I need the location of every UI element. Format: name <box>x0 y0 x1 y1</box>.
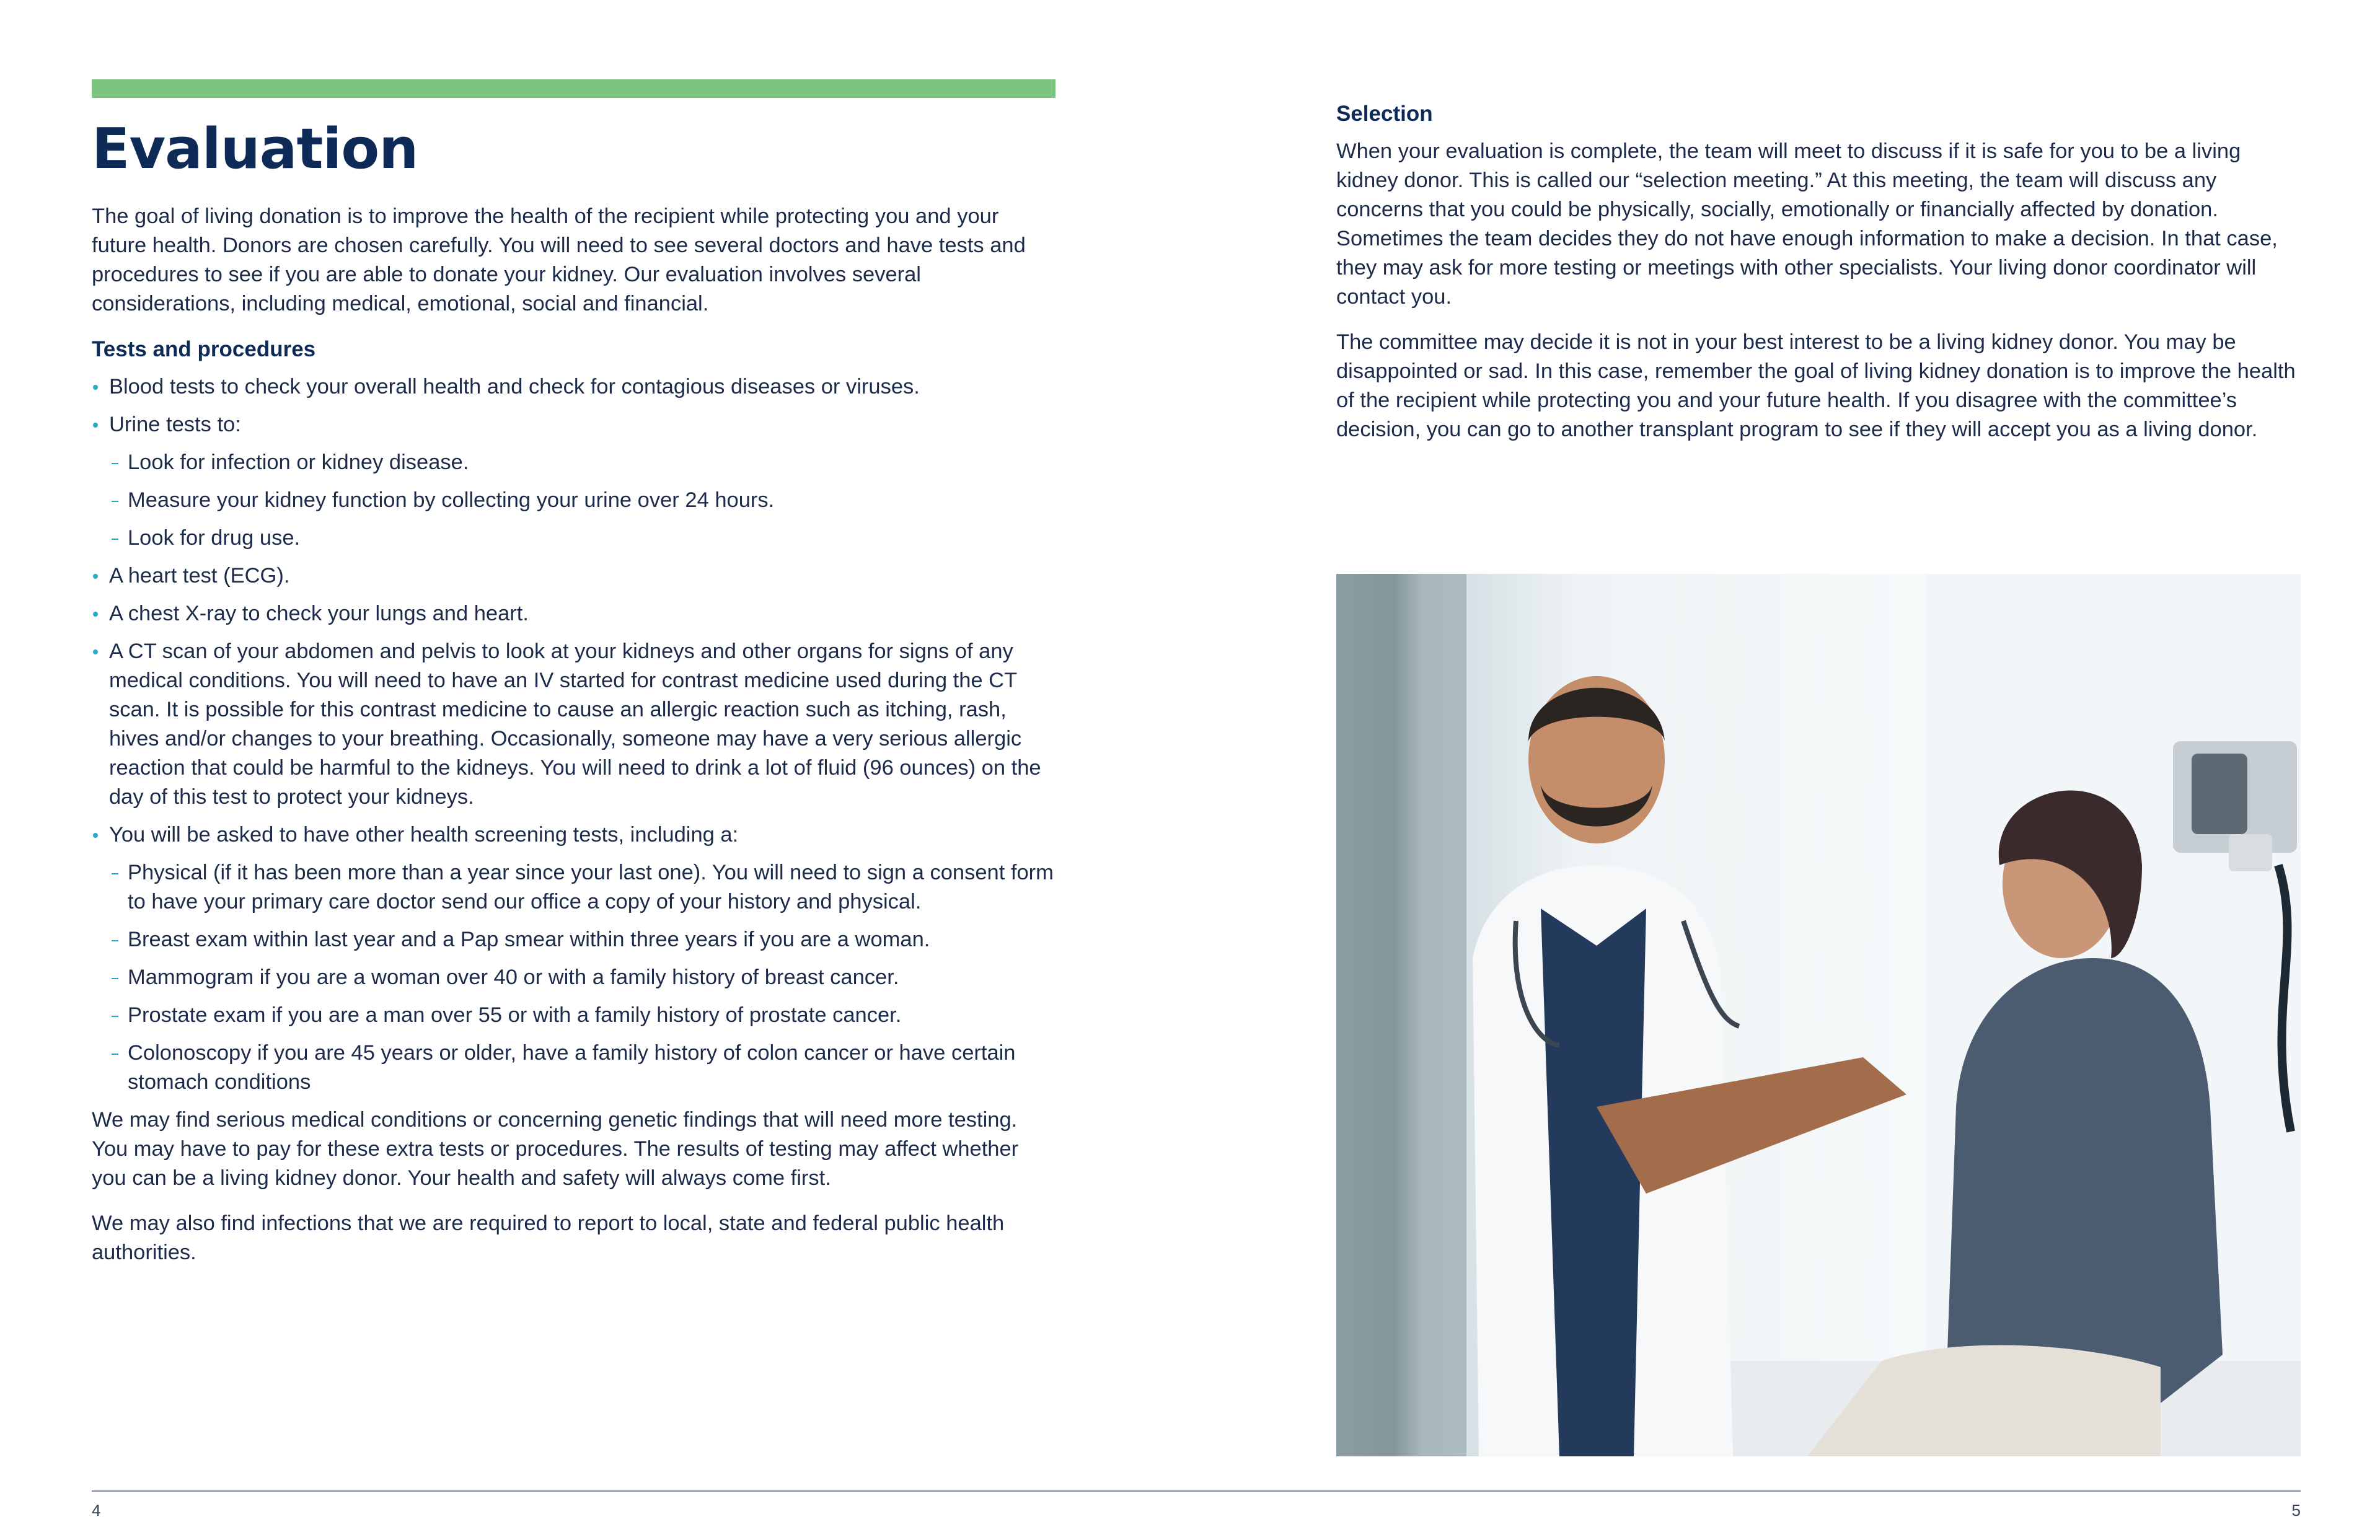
list-item <box>92 561 1059 591</box>
page-title: Evaluation <box>92 117 418 182</box>
sub-list-item: Mammogram if you are a woman over 40 or with a family history of breast cancer. <box>109 963 1059 992</box>
sub-list-item: Prostate exam if you are a man over 55 or with a family history of prostate cancer. <box>109 1001 1059 1030</box>
list-item <box>92 637 1059 812</box>
sub-list-item: Breast exam within last year and a Pap smear within three years if you are a woman. <box>109 925 1059 954</box>
urine-tests-text: Urine tests to: <box>109 413 241 436</box>
tests-list <box>92 372 1059 1097</box>
tests-heading: Tests and procedures <box>92 337 316 361</box>
list-item <box>92 821 1059 850</box>
intro-paragraph: The goal of living donation is to improve the health of the recipient while protecting you and your future health. Donors are chosen carefully. You will need to see several doctors and have tests and procedures to see if you are able to donate your kidney. Our evaluation involves several considerations, including medical, emotional, social and financial. <box>92 205 1026 315</box>
list-item <box>92 599 1059 628</box>
screening-text: You will be asked to have other health screening tests, including a: <box>109 823 739 847</box>
doctor-patient-photo <box>1336 574 2301 1456</box>
list-item <box>92 858 1059 1097</box>
sub-list-item: Look for infection or kidney disease. <box>109 448 1059 477</box>
sub-list-item: Measure your kidney function by collecting your urine over 24 hours. <box>109 486 1059 515</box>
left-column <box>92 202 1059 1283</box>
selection-heading: Selection <box>1336 102 1433 126</box>
page-number-left: 4 <box>92 1501 101 1520</box>
list-item <box>92 410 1059 439</box>
screening-sublist <box>109 858 1059 1097</box>
sub-list-item: Look for drug use. <box>109 524 1059 553</box>
blood-tests-text: Blood tests to check your overall health and check for contagious diseases or viruses. <box>109 375 920 398</box>
heart-test-text: A heart test (ECG). <box>109 564 290 587</box>
ct-scan-text: A CT scan of your abdomen and pelvis to look at your kidneys and other organs for signs of any medical conditions. You will need to have an IV started for contrast medicine used during the CT scan. It is possible for this contrast medicine to cause an allergic reaction such as itching, rash, hives and/or changes to your breathing. Occasionally, someone may have a very serious allergic reaction that could be harmful to the kidneys. You will need to drink a lot of fluid (96 ounces) on the day of this test to protect your kidneys. <box>109 640 1041 809</box>
page-number-right: 5 <box>2291 1501 2301 1520</box>
committee-paragraph: The committee may decide it is not in your best interest to be a living kidney donor. You may be disappointed or sad. In this case, remember the goal of living kidney donation is to improve the health of the recipient while protecting you and your future health. If you disagree with the committee’s decision, you can go to another transplant program to see if they will accept you as a living donor. <box>1336 330 2296 441</box>
infections-paragraph: We may also find infections that we are required to report to local, state and federal public health authorities. <box>92 1212 1005 1264</box>
title-accent-bar <box>92 79 1056 98</box>
urine-sublist <box>109 448 1059 553</box>
xray-text: A chest X-ray to check your lungs and heart. <box>109 602 529 625</box>
findings-paragraph: We may find serious medical conditions or concerning genetic findings that will need more testing. You may have to pay for these extra tests or procedures. The results of testing may affect whether you can be a living kidney donor. Your health and safety will always come first. <box>92 1108 1019 1190</box>
list-item <box>92 448 1059 553</box>
list-item <box>92 372 1059 402</box>
right-column <box>1336 99 2303 460</box>
sub-list-item: Physical (if it has been more than a year since your last one). You will need to sign a consent form to have your primary care doctor send our office a copy of your history and physical. <box>109 858 1059 917</box>
selection-paragraph: When your evaluation is complete, the team will meet to discuss if it is safe for you to be a living kidney donor. This is called our “selection meeting.” At this meeting, the team will discuss any concerns that you could be physically, socially, emotionally or financially affected by donation. Sometimes the team decides they do not have enough information to make a decision. In that case, they may ask for more testing or meetings with other specialists. Your living donor coordinator will contact you. <box>1336 139 2278 309</box>
footer-rule <box>92 1490 2301 1492</box>
sub-list-item: Colonoscopy if you are 45 years or older, have a family history of colon cancer or have certain stomach conditions <box>109 1039 1059 1097</box>
